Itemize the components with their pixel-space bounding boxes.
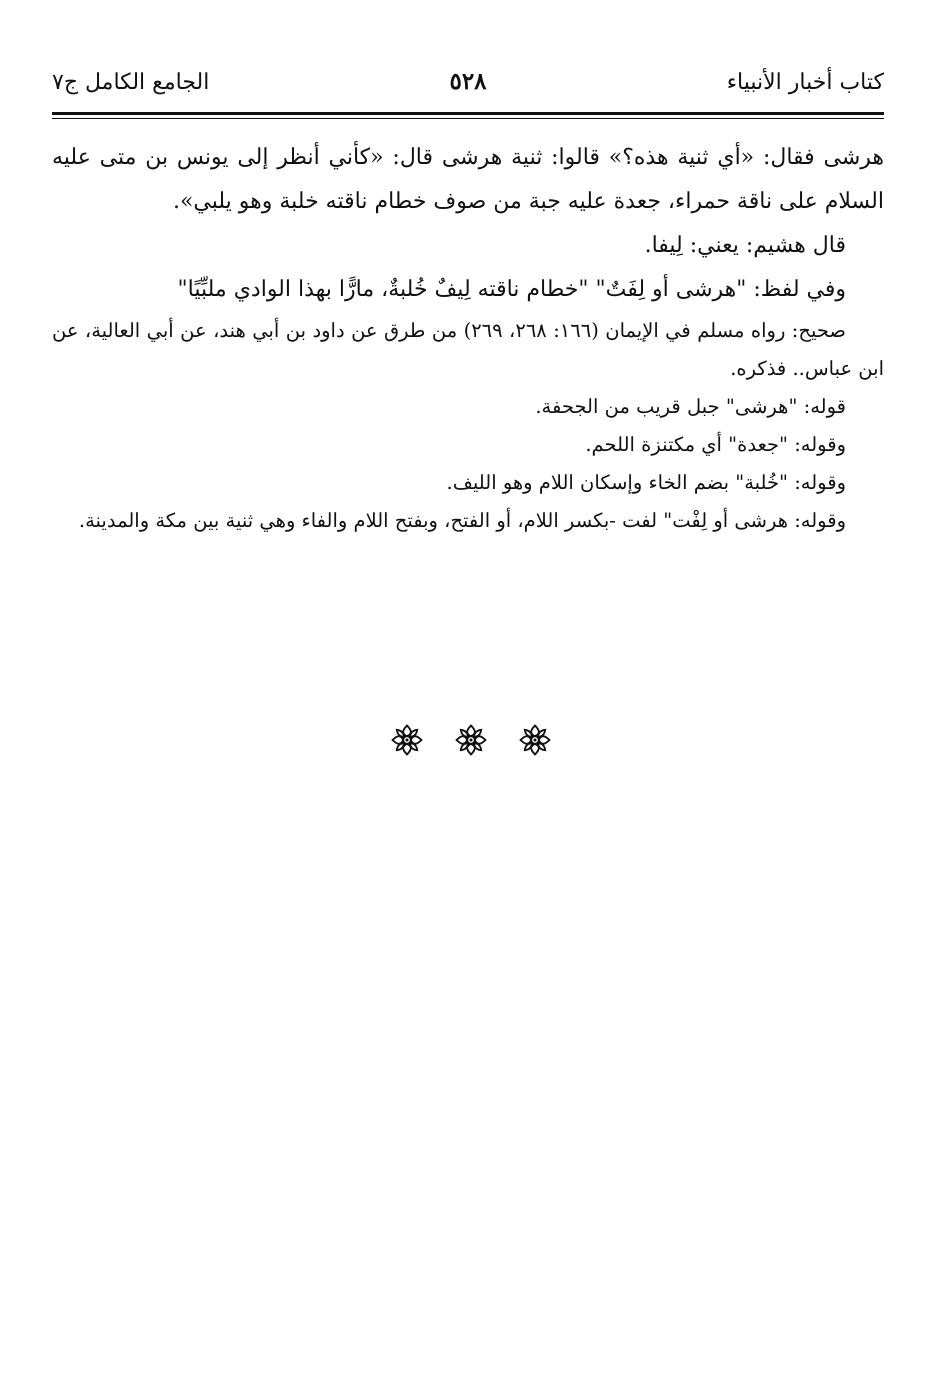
- variant-wording: وفي لفظ: "هرشى أو لِفَتٌ" "خطام ناقته لِيفٌ خُلبةٌ، مارًّا بهذا الوادي ملبِّيًا": [177, 277, 846, 302]
- header-rule-thick: [52, 112, 884, 115]
- section-end-ornaments: [390, 722, 552, 758]
- takhrij-note: صحيح: رواه مسلم في الإيمان (١٦٦: ٢٦٨، ٢٦٩) من طرق عن داود بن أبي هند، عن أبي العالية، عن ابن عباس.. فذكره.: [52, 319, 884, 380]
- floral-ornament-icon: [454, 723, 488, 757]
- narrator-comment: قال هشيم: يعني: لِيفا.: [644, 233, 846, 258]
- page-number: ٥٢٨: [449, 68, 487, 95]
- gloss-jaada: وقوله: "جعدة" أي مكتنزة اللحم.: [585, 433, 846, 456]
- main-text: [52, 136, 884, 540]
- running-head: [52, 66, 884, 106]
- hadith-paragraph: هرشى فقال: «أي ثنية هذه؟» قالوا: ثنية هرشى قال: «كأني أنظر إلى يونس بن متى عليه السلام على ناقة حمراء، جعدة عليه جبة من صوف خطام ناقته خلبة وهو يلبي».: [52, 145, 884, 214]
- book-title: كتاب أخبار الأنبياء: [726, 70, 884, 95]
- floral-ornament-icon: [390, 723, 424, 757]
- gloss-khulba: وقوله: "خُلبة" بضم الخاء وإسكان اللام وهو الليف.: [446, 471, 846, 494]
- series-title: الجامع الكامل ج٧: [52, 70, 210, 95]
- header-rule-thin: [52, 118, 884, 119]
- floral-ornament-icon: [518, 723, 552, 757]
- gloss-harsha: قوله: "هرشى" جبل قريب من الجحفة.: [535, 395, 846, 418]
- gloss-lift: وقوله: هرشى أو لِفْت" لفت -بكسر اللام، أو الفتح، وبفتح اللام والفاء وهي ثنية بين مكة والمدينة.: [78, 509, 846, 532]
